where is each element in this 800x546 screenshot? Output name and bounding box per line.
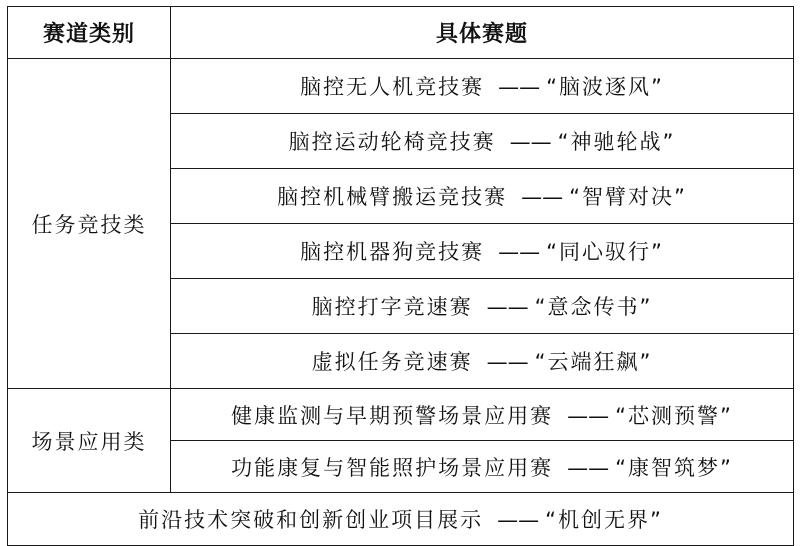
topic-separator: —— (486, 350, 529, 374)
header-topic: 具体赛题 (171, 7, 794, 59)
topic-title: “脑波逐风” (546, 75, 664, 99)
header-category: 赛道类别 (8, 7, 171, 59)
footer-title: “机创无界” (545, 508, 663, 532)
topic-separator: —— (498, 75, 541, 99)
topic-name: 脑控打字竞速赛 (311, 295, 473, 319)
topic-separator: —— (521, 185, 564, 209)
footer-separator: —— (497, 508, 540, 532)
topic-separator: —— (567, 403, 610, 428)
topic-name: 脑控机器狗竞技赛 (300, 240, 485, 264)
table-row (8, 59, 794, 114)
topic-cell (171, 59, 794, 114)
header-row (8, 7, 794, 59)
topic-separator: —— (567, 455, 610, 480)
topic-cell (171, 334, 794, 389)
topic-title: “同心驭行” (546, 240, 664, 264)
footer-row (8, 493, 794, 546)
topic-cell (171, 389, 794, 441)
topic-title: “云端狂飙” (534, 350, 653, 374)
topic-name: 脑控机械臂搬运竞技赛 (277, 185, 508, 209)
topic-title: “意念传书” (534, 295, 653, 319)
footer-name: 前沿技术突破和创新创业项目展示 (138, 508, 484, 532)
topic-name: 脑控运动轮椅竞技赛 (288, 130, 496, 154)
topic-name: 健康监测与早期预警场景应用赛 (231, 403, 554, 428)
topic-title: “神驰轮战” (557, 130, 676, 154)
topic-title: “智臂对决” (569, 185, 687, 209)
topic-cell (171, 224, 794, 279)
contest-table (7, 6, 794, 546)
topic-separator: —— (509, 130, 552, 154)
topic-separator: —— (486, 295, 529, 319)
topic-separator: —— (498, 240, 541, 264)
topic-cell (171, 114, 794, 169)
category-cell: 任务竞技类 (8, 59, 171, 389)
topic-title: “芯测预警” (615, 403, 733, 428)
topic-cell (171, 279, 794, 334)
topic-name: 虚拟任务竞速赛 (311, 350, 473, 374)
table-row (8, 389, 794, 441)
footer-cell (8, 493, 794, 546)
topic-name: 脑控无人机竞技赛 (300, 75, 485, 99)
category-cell: 场景应用类 (8, 389, 171, 493)
topic-cell (171, 441, 794, 493)
topic-cell (171, 169, 794, 224)
topic-title: “康智筑梦” (615, 455, 733, 480)
topic-name: 功能康复与智能照护场景应用赛 (231, 455, 554, 480)
